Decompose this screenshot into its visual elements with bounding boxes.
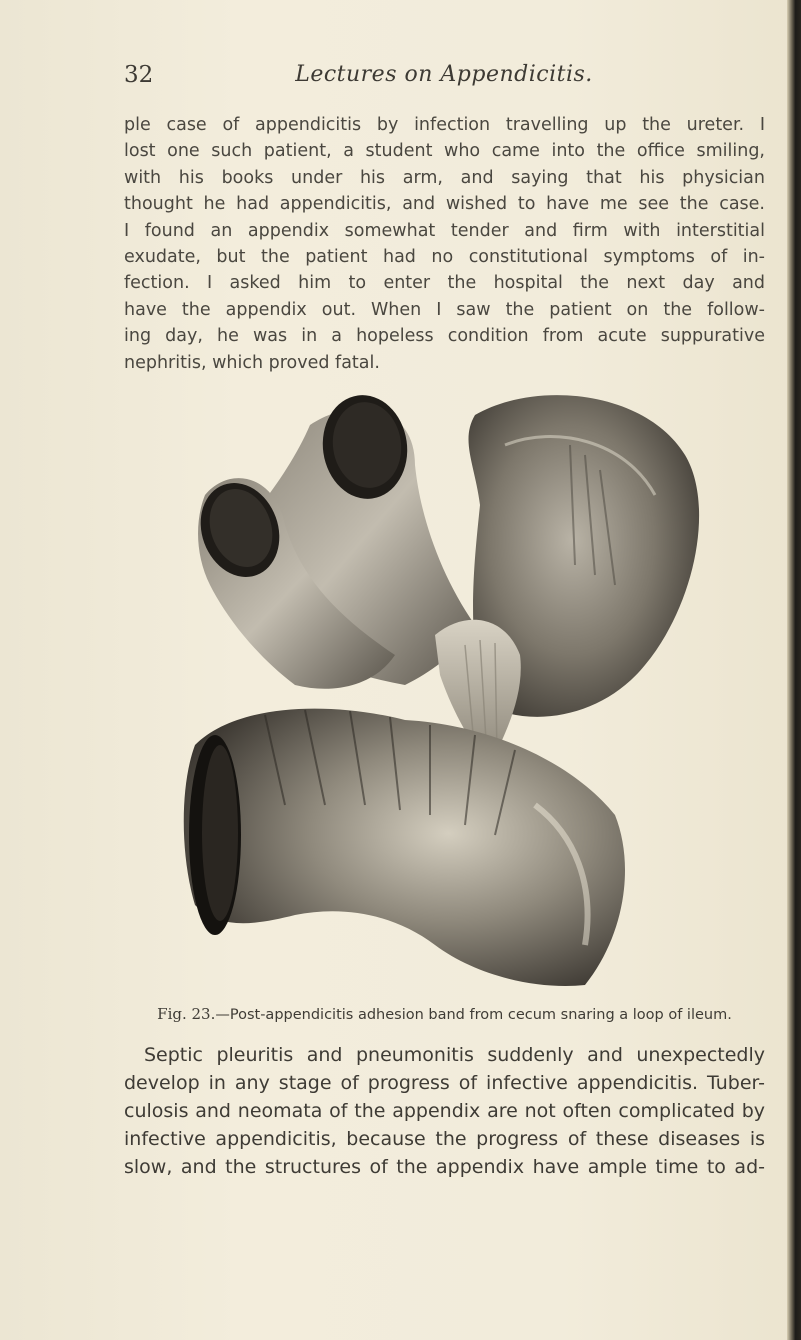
paragraph-top [124, 112, 765, 376]
text-line: have the appendix out. When I saw the patient on the follow- [124, 299, 765, 320]
page-number: 32 [124, 62, 154, 88]
text-line: slow, and the structures of the appendix have ample time to ad- [124, 1156, 765, 1178]
book-page-edge [787, 0, 801, 1340]
text-line: thought he had appendicitis, and wished to have me see the case. [124, 194, 765, 215]
text-line: I found an appendix somewhat tender and firm with interstitial [124, 220, 765, 241]
figure-caption [124, 1005, 765, 1023]
text-line: lost one such patient, a student who came into the office smiling, [124, 141, 765, 162]
text-line: infective appendicitis, because the progress of these diseases is [124, 1128, 765, 1150]
text-line: exudate, but the patient had no constitutional symptoms of in- [124, 247, 765, 268]
text-line: Septic pleuritis and pneumonitis suddenly and unexpectedly [144, 1044, 765, 1066]
text-line: ple case of appendicitis by infection travelling up the ureter. I [124, 115, 765, 135]
cecum-ileum-drawing [175, 385, 705, 995]
page-header [124, 62, 764, 94]
text-line: develop in any stage of progress of infective appendicitis. Tuber- [124, 1072, 765, 1094]
paragraph-bottom [124, 1041, 765, 1181]
figure-label: Fig. 23. [157, 1005, 216, 1023]
text-line: nephritis, which proved fatal. [124, 352, 380, 373]
running-title: Lectures on Appendicitis. [295, 62, 593, 87]
text-line: ing day, he was in a hopeless condition from acute suppurative [124, 326, 765, 347]
text-line: fection. I asked him to enter the hospital the next day and [124, 273, 765, 294]
caption-text: —Post-appendicitis adhesion band from cecum snaring a loop of ileum. [215, 1007, 732, 1023]
anatomical-illustration [175, 385, 705, 995]
text-line: culosis and neomata of the appendix are not often complicated by [124, 1100, 765, 1122]
text-line: with his books under his arm, and saying that his physician [124, 167, 765, 188]
